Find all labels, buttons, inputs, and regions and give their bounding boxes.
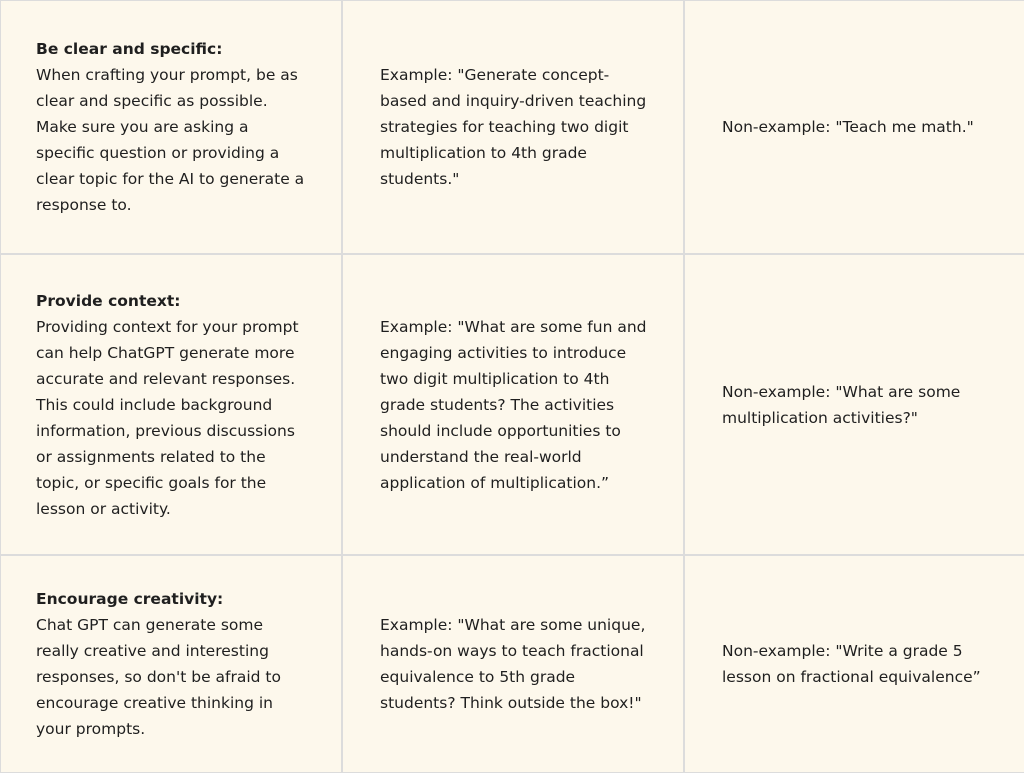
tip-description: When crafting your prompt, be as clear and specific as possible. Make sure you are asking a specific question or providing a clear topic for the AI to generate a response to. [36, 66, 305, 214]
tip-heading: Be clear and specific: [36, 40, 223, 58]
example-cell-context [343, 255, 683, 554]
non-example-text: Non-example: "Write a grade 5 lesson on fractional equivalence” [722, 642, 981, 686]
tip-cell-context [1, 255, 341, 554]
example-cell-creativity [343, 556, 683, 772]
example-cell-clear-specific [343, 1, 683, 253]
tip-description: Chat GPT can generate some really creative and interesting responses, so don't be afraid to encourage creative thinking in your prompts. [36, 616, 281, 738]
non-example-text: Non-example: "What are some multiplication activities?" [722, 382, 961, 427]
tip-heading: Provide context: [36, 291, 181, 310]
non-example-cell-creativity [685, 556, 1024, 772]
tip-cell-creativity [1, 556, 341, 772]
non-example-text: Non-example: "Teach me math." [722, 118, 974, 136]
non-example-cell-context [685, 255, 1024, 554]
tip-cell-clear-specific [1, 1, 341, 253]
tip-heading: Encourage creativity: [36, 590, 224, 608]
example-text: Example: "What are some unique, hands-on ways to teach fractional equivalence to 5th grade students? Think outside the box!" [380, 616, 646, 712]
example-text: Example: "What are some fun and engaging activities to introduce two digit multiplication to 4th grade students? The activities should include opportunities to understand the real-world application of multiplication.” [380, 317, 647, 492]
tip-description: Providing context for your prompt can help ChatGPT generate more accurate and relevant responses. This could include background information, previous discussions or assignments related to the topic, or specific goals for the lesson or activity. [36, 317, 299, 518]
non-example-cell-clear-specific [685, 1, 1024, 253]
example-text: Example: "Generate concept-based and inquiry-driven teaching strategies for teaching two digit multiplication to 4th grade students." [380, 66, 647, 188]
